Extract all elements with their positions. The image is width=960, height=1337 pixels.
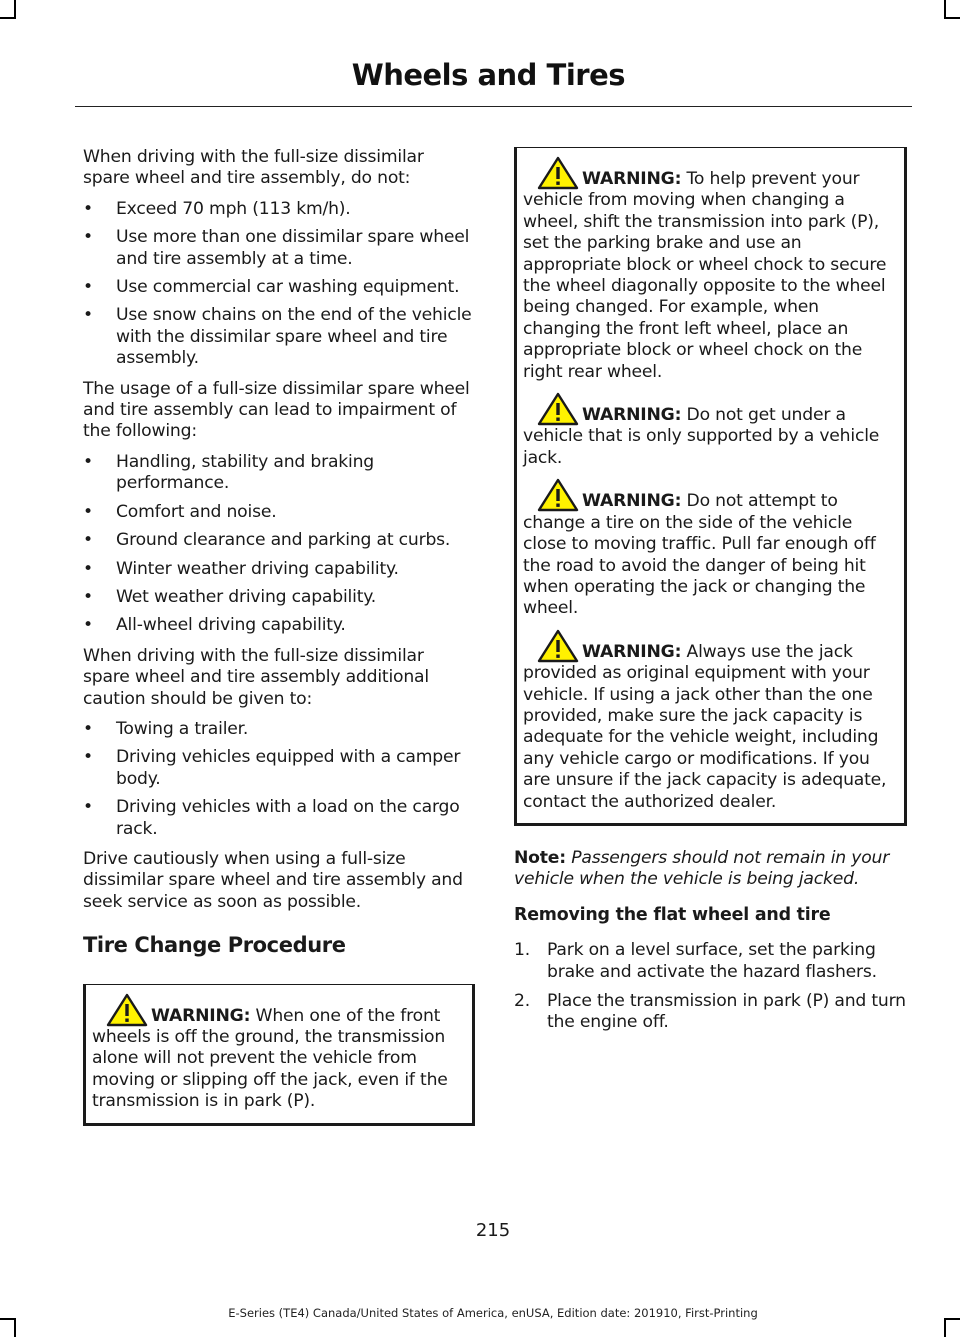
crop-mark bbox=[944, 17, 960, 19]
warning-triangle-icon bbox=[537, 392, 579, 426]
list-item bbox=[83, 530, 475, 551]
page-number: 215 bbox=[475, 1220, 511, 1241]
paragraph: The usage of a full-size dissimilar spare wheel and tire assembly can lead to impairment of the following: bbox=[83, 378, 470, 442]
sub-heading: Removing the flat wheel and tire bbox=[514, 904, 831, 925]
bullet-mark: • bbox=[83, 198, 93, 219]
note bbox=[514, 848, 907, 891]
warning-triangle-icon bbox=[106, 993, 148, 1027]
step-number: 2. bbox=[514, 991, 530, 1011]
step-item bbox=[514, 991, 907, 1034]
list-item-text: Use commercial car washing equipment. bbox=[116, 277, 460, 298]
list-item bbox=[83, 502, 475, 523]
right-column bbox=[514, 147, 907, 1042]
list-item bbox=[83, 559, 475, 580]
bullet-mark: • bbox=[83, 797, 93, 818]
list-item-text: Exceed 70 mph (113 km/h). bbox=[116, 198, 351, 219]
warning-label: WARNING: bbox=[151, 1005, 251, 1026]
warning-label: WARNING: bbox=[582, 491, 682, 512]
list-item bbox=[83, 199, 475, 220]
list-item-text: Handling, stability and braking performance. bbox=[116, 451, 375, 494]
list-item bbox=[83, 305, 475, 369]
crop-mark bbox=[944, 1318, 946, 1337]
warning-text: To help prevent your vehicle from moving when changing a wheel, shift the transmission into park (P), set the parking brake and use an appropriate block or wheel chock to secure the wheel diagonally opposite to the wheel being changed. For example, when changing the front left wheel, place an appropriate block or wheel chock on the right rear wheel. bbox=[523, 169, 887, 382]
warning-label: WARNING: bbox=[582, 405, 682, 426]
list-item-text: Driving vehicles equipped with a camper body. bbox=[116, 747, 461, 789]
warning-item bbox=[523, 629, 898, 813]
warning-item bbox=[92, 993, 466, 1113]
list-item-text: Wet weather driving capability. bbox=[116, 586, 377, 607]
bullet-mark: • bbox=[83, 501, 93, 522]
step-item bbox=[514, 940, 907, 983]
footer-text: E-Series (TE4) Canada/United States of America, enUSA, Edition date: 201910, First-Printing bbox=[228, 1306, 758, 1320]
list-item bbox=[83, 587, 475, 608]
paragraph: When driving with the full-size dissimilar spare wheel and tire assembly additional caution should be given to: bbox=[83, 645, 429, 709]
do-not-list bbox=[83, 199, 475, 370]
warning-item bbox=[523, 392, 898, 469]
warning-text: Do not get under a vehicle that is only supported by a vehicle jack. bbox=[523, 405, 880, 468]
list-item-text: Driving vehicles with a load on the cargo rack. bbox=[116, 797, 460, 839]
list-item bbox=[83, 227, 475, 270]
caution-list bbox=[83, 719, 475, 840]
note-text: Passengers should not remain in your vehicle when the vehicle is being jacked. bbox=[514, 847, 890, 890]
warning-text: Do not attempt to change a tire on the side of the vehicle close to moving traffic. Pull far enough off the road to avoid the danger of being hit when operating the jack or changing the wheel. bbox=[523, 491, 876, 619]
bullet-mark: • bbox=[83, 747, 93, 768]
list-item-text: Towing a trailer. bbox=[116, 718, 249, 739]
warning-triangle-icon bbox=[537, 478, 579, 512]
list-item bbox=[83, 277, 475, 298]
warning-label: WARNING: bbox=[582, 169, 682, 189]
step-text: Place the transmission in park (P) and turn the engine off. bbox=[547, 991, 906, 1033]
header-rule bbox=[75, 106, 912, 107]
list-item-text: Ground clearance and parking at curbs. bbox=[116, 530, 451, 551]
crop-mark bbox=[944, 0, 946, 17]
list-item bbox=[83, 452, 475, 495]
list-item-text: Use more than one dissimilar spare wheel and tire assembly at a time. bbox=[116, 227, 470, 269]
list-item-text: Use snow chains on the end of the vehicle with the dissimilar spare wheel and tire assembly. bbox=[116, 305, 472, 369]
impairment-list bbox=[83, 452, 475, 637]
warning-box bbox=[514, 147, 907, 826]
warning-text: When one of the front wheels is off the ground, the transmission alone will not prevent the vehicle from moving or slipping off the jack, even if the transmission is in park (P). bbox=[92, 1005, 448, 1112]
crop-mark bbox=[0, 17, 16, 19]
steps-list bbox=[514, 940, 907, 1034]
step-number: 1. bbox=[514, 940, 530, 961]
warning-label: WARNING: bbox=[582, 641, 682, 662]
left-column bbox=[83, 147, 475, 1148]
list-item bbox=[83, 797, 475, 840]
warning-item bbox=[523, 478, 898, 619]
bullet-mark: • bbox=[83, 558, 93, 579]
bullet-mark: • bbox=[83, 586, 93, 607]
list-item-text: Winter weather driving capability. bbox=[116, 558, 399, 579]
bullet-mark: • bbox=[83, 718, 93, 739]
warning-item bbox=[523, 156, 898, 383]
warning-triangle-icon bbox=[537, 629, 579, 663]
list-item-text: All-wheel driving capability. bbox=[116, 615, 346, 636]
list-item bbox=[83, 747, 475, 790]
crop-mark bbox=[14, 1318, 16, 1337]
list-item-text: Comfort and noise. bbox=[116, 501, 277, 522]
section-heading: Tire Change Procedure bbox=[83, 933, 346, 958]
bullet-mark: • bbox=[83, 615, 93, 636]
page-title: Wheels and Tires bbox=[351, 58, 625, 92]
list-item bbox=[83, 719, 475, 740]
crop-mark bbox=[14, 0, 16, 17]
note-label: Note: bbox=[514, 847, 566, 868]
list-item bbox=[83, 615, 475, 636]
warning-text: Always use the jack provided as original equipment with your vehicle. If using a jack other than the one provided, make sure the jack capacity is adequate for the vehicle weight, including any vehicle cargo or modifications. If you are unsure if the jack capacity is adequate, contact the authorized dealer. bbox=[523, 641, 887, 812]
warning-box bbox=[83, 984, 475, 1126]
paragraph: When driving with the full-size dissimilar spare wheel and tire assembly, do not: bbox=[83, 147, 424, 189]
step-text: Park on a level surface, set the parking brake and activate the hazard flashers. bbox=[547, 940, 877, 982]
warning-triangle-icon bbox=[537, 156, 579, 190]
bullet-mark: • bbox=[83, 277, 93, 298]
bullet-mark: • bbox=[83, 227, 93, 248]
bullet-mark: • bbox=[83, 451, 93, 472]
bullet-mark: • bbox=[83, 305, 93, 326]
paragraph: Drive cautiously when using a full-size dissimilar spare wheel and tire assembly and seek service as soon as possible. bbox=[83, 848, 463, 912]
bullet-mark: • bbox=[83, 530, 93, 551]
